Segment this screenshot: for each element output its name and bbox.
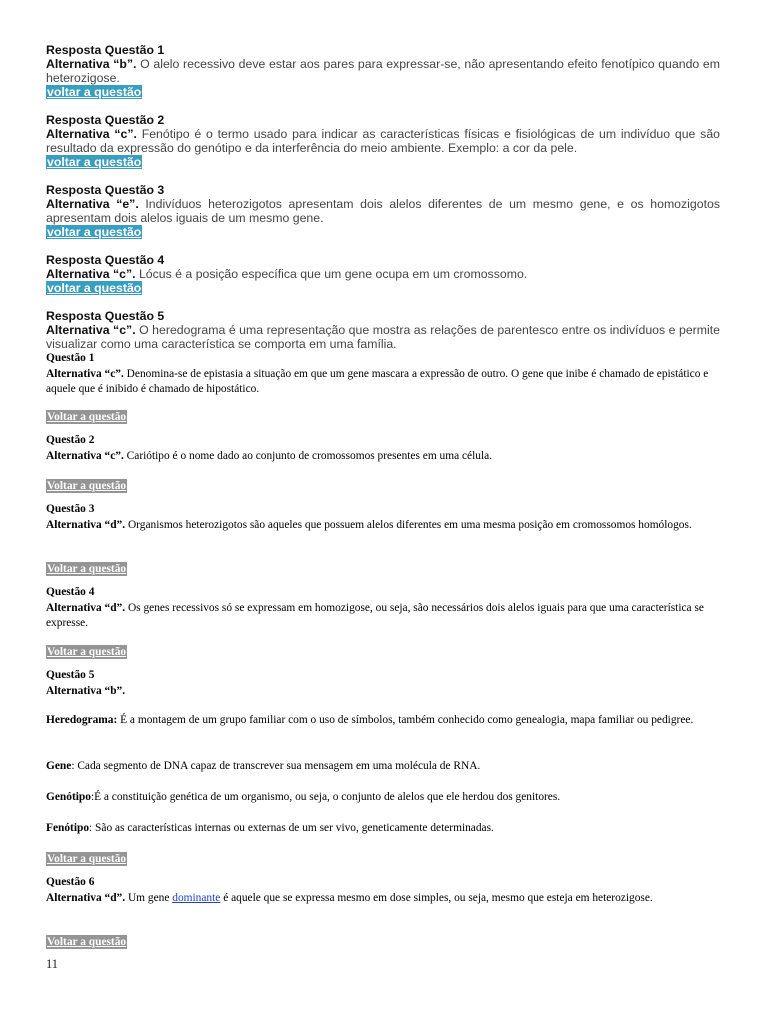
back-to-question-button[interactable]: Voltar a questão (47, 936, 127, 948)
question-block-1 (46, 351, 720, 398)
page-number: 11 (46, 957, 59, 971)
answer-text: Indivíduos heterozigotos apresentam dois alelos diferentes de um mesmo gene, e os homozigotos apresentam dois alelos iguais de um mesmo gene. (46, 197, 720, 225)
answer-text: Fenótipo é o termo usado para indicar as características físicas e fisiológicas de um indivíduo que são resultado da expressão do genótipo e da interferência do meio ambiente. Exemplo: a cor da pele. (46, 127, 720, 155)
back-to-question-button[interactable]: Voltar a questão (47, 853, 127, 865)
answer-title: Resposta Questão 2 (46, 113, 165, 127)
answer-alternative: Alternativa “c”. (46, 127, 137, 141)
answer-text: Lócus é a posição específica que um gene ocupa em um cromossomo. (135, 267, 528, 281)
answer-alternative: Alternativa “e”. (46, 197, 139, 211)
question-text: Denomina-se de epistasia a situação em que um gene mascara a expressão de outro. O gene que inibe é chamado de epistático e aquele que é inibido é chamado de hipostático. (46, 367, 709, 395)
answer-alternative: Alternativa “c”. (46, 323, 136, 337)
question-text: Cariótipo é o nome dado ao conjunto de cromossomos presentes em uma célula. (123, 449, 493, 462)
question-title: Questão 1 (46, 352, 95, 364)
question-block-3 (46, 502, 720, 533)
answer-text: O alelo recessivo deve estar aos pares para expressar-se, não apresentando efeito fenotípico quando em heterozigose. (46, 57, 721, 85)
definition-text: : São as características internas ou externas de um ser vivo, geneticamente determinadas. (89, 822, 494, 834)
back-to-question-link[interactable]: voltar a questão (47, 225, 142, 239)
question-block-2 (46, 433, 720, 464)
definition-gene (46, 759, 720, 775)
back-row-1 (46, 410, 720, 426)
answer-block-3 (46, 183, 720, 239)
definition-term: Genótipo (46, 791, 91, 803)
question-alternative: Alternativa “d”. (46, 601, 126, 614)
question-alternative: Alternativa “b”. (46, 684, 126, 697)
answer-title: Resposta Questão 1 (46, 43, 165, 57)
answer-block-1 (46, 43, 720, 99)
back-to-question-button[interactable]: Voltar a questão (47, 411, 127, 423)
definition-fenotipo (46, 821, 720, 837)
back-row-4 (46, 645, 720, 661)
question-title: Questão 2 (46, 434, 95, 446)
definition-text: :É a constituição genética de um organismo, ou seja, o conjunto de alelos que ele herdou dos genitores. (90, 791, 561, 803)
question-block-5 (46, 668, 720, 699)
answer-title: Resposta Questão 3 (46, 183, 165, 197)
definition-term: Fenótipo (46, 822, 90, 834)
back-row-3 (46, 562, 720, 578)
question-block-6 (46, 875, 720, 906)
question-alternative: Alternativa “c”. (46, 367, 124, 380)
question-text: Os genes recessivos só se expressam em homozigose, ou seja, são necessários dois alelos iguais para que uma característica se expresse. (46, 601, 704, 629)
question-title: Questão 3 (46, 503, 95, 515)
question-text: Organismos heterozigotos são aqueles que possuem alelos diferentes em uma mesma posição em cromossomos homólogos. (125, 518, 692, 531)
back-to-question-button[interactable]: Voltar a questão (47, 480, 127, 492)
answer-alternative: Alternativa “c”. (46, 267, 136, 281)
question-alternative: Alternativa “d”. (46, 518, 126, 531)
answer-title: Resposta Questão 4 (46, 253, 165, 267)
back-row-2 (46, 479, 720, 495)
back-to-question-button[interactable]: Voltar a questão (47, 646, 127, 658)
question-block-4 (46, 585, 720, 632)
answer-text: O heredograma é uma representação que mostra as relações de parentesco entre os indivíduos e permite visualizar como uma característica se comporta em uma família. (46, 323, 720, 351)
dominante-link[interactable]: dominante (172, 891, 221, 904)
question-title: Questão 5 (46, 669, 95, 681)
definition-genotipo (46, 790, 720, 806)
definition-text: É a montagem de um grupo familiar com o uso de símbolos, também conhecido como genealogia, mapa familiar ou pedigree. (117, 714, 694, 726)
definition-text: : Cada segmento de DNA capaz de transcrever sua mensagem em uma molécula de RNA. (71, 760, 481, 772)
definition-term: Heredograma: (46, 714, 118, 726)
answer-alternative: Alternativa “b”. (46, 57, 137, 71)
back-row-6 (46, 935, 720, 951)
back-to-question-button[interactable]: Voltar a questão (47, 563, 127, 575)
back-to-question-link[interactable]: voltar a questão (47, 281, 142, 295)
definition-term: Gene (46, 760, 72, 772)
answer-block-2 (46, 113, 720, 169)
answer-title: Resposta Questão 5 (46, 309, 165, 323)
question-alternative: Alternativa “d”. (46, 891, 126, 904)
back-to-question-link[interactable]: voltar a questão (47, 85, 142, 99)
back-to-question-link[interactable]: voltar a questão (47, 155, 142, 169)
definition-heredograma (46, 713, 720, 729)
answer-block-4 (46, 253, 720, 295)
question-title: Questão 4 (46, 586, 95, 598)
question-title: Questão 6 (46, 876, 95, 888)
back-row-5 (46, 852, 720, 868)
question-text: Um gene (125, 891, 173, 904)
question-alternative: Alternativa “c”. (46, 449, 124, 462)
question-text: é aquele que se expressa mesmo em dose simples, ou seja, mesmo que esteja em heterozigose. (220, 891, 653, 904)
answer-block-5 (46, 309, 720, 351)
